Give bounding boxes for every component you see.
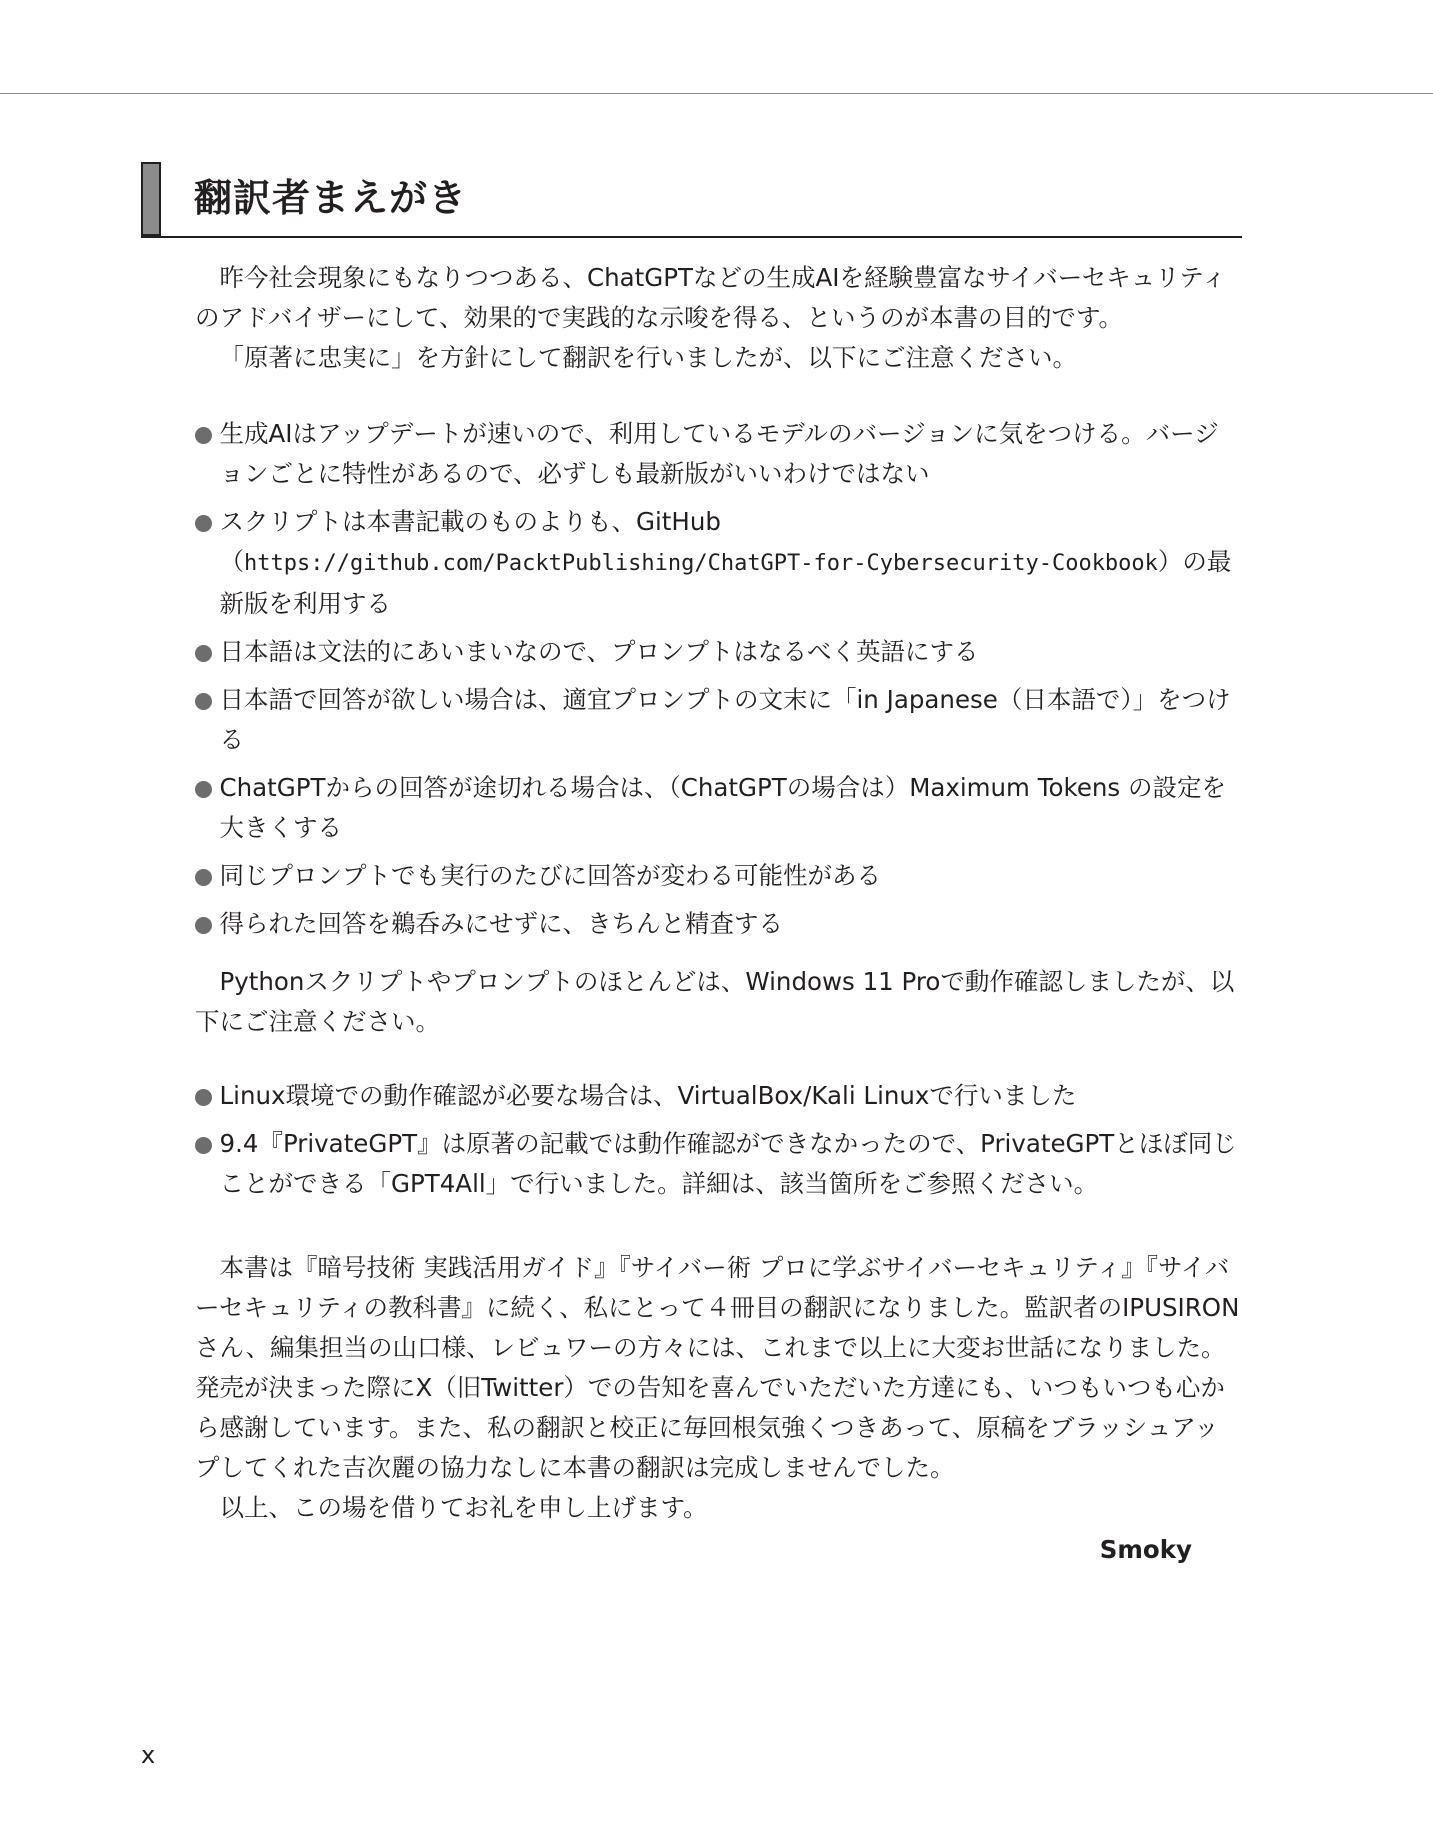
bullet-icon bbox=[195, 1089, 212, 1106]
intro-paragraph: 昨今社会現象にもなりつつある、ChatGPTなどの生成AIを経験豊富なサイバーセキュリティのアドバイザーにして、効果的で実践的な示唆を得る、というのが本書の目的です。 bbox=[195, 263, 1227, 332]
list-item-text: ChatGPTからの回答が途切れる場合は、（ChatGPTの場合は）Maximum Tokens の設定を大きくする bbox=[219, 773, 1226, 842]
list-item-text: 9.4『PrivateGPT』は原著の記載では動作確認ができなかったので、PrivateGPTとほぼ同じことができる「GPT4All」で行いました。詳細は、該当箇所をご参照ください。 bbox=[219, 1129, 1237, 1198]
list-item-text: 日本語は文法的にあいまいなので、プロンプトはなるべく英語にする bbox=[219, 637, 979, 666]
bullet-icon bbox=[195, 693, 212, 710]
list-item bbox=[195, 856, 1242, 896]
list-item bbox=[195, 904, 1242, 944]
list-item bbox=[195, 1124, 1242, 1204]
environment-notes-list bbox=[195, 1076, 1242, 1204]
list-item-text: 生成AIはアップデートが速いので、利用しているモデルのバージョンに気をつける。バージョンごとに特性があるので、必ずしも最新版がいいわけではない bbox=[219, 419, 1219, 488]
bullet-icon bbox=[195, 645, 212, 662]
list-item-text: スクリプトは本書記載のものよりも、GitHub（ bbox=[219, 507, 721, 576]
translation-notes-list bbox=[195, 414, 1242, 944]
closing-paragraph: 以上、この場を借りてお礼を申し上げます。 bbox=[219, 1493, 708, 1522]
list-item-text: 得られた回答を鵜呑みにせずに、きちんと精査する bbox=[219, 909, 783, 938]
bullet-icon bbox=[195, 1137, 212, 1154]
list-item-text: Linux環境での動作確認が必要な場合は、VirtualBox/Kali Linuxで行いました bbox=[219, 1081, 1077, 1110]
list-item bbox=[195, 680, 1242, 760]
heading-accent-bar bbox=[141, 162, 161, 236]
python-note-paragraph: Pythonスクリプトやプロンプトのほとんどは、Windows 11 Proで動作確認しましたが、以下にご注意ください。 bbox=[195, 967, 1235, 1036]
list-item bbox=[195, 632, 1242, 672]
bullet-icon bbox=[195, 917, 212, 934]
bullet-icon bbox=[195, 869, 212, 886]
header-rule bbox=[0, 93, 1433, 94]
acknowledgments-paragraph: 本書は『暗号技術 実践活用ガイド』『サイバー術 プロに学ぶサイバーセキュリティ』『サイバーセキュリティの教科書』に続く、私にとって４冊目の翻訳になりました。監訳者のIPUSIRONさん、編集担当の山口様、レビュワーの方々には、これまで以上に大変お世話になりました。発売が決まった際にX（旧Twitter）での告知を喜んでいただいた方達にも、いつもいつも心から感謝しています。また、私の翻訳と校正に毎回根気強くつきあって、原稿をブラッシュアップしてくれた吉次麗の協力なしに本書の翻訳は完成しませんでした。 bbox=[195, 1253, 1240, 1482]
list-item bbox=[195, 414, 1242, 494]
bullet-icon bbox=[195, 781, 212, 798]
list-item-text: 日本語で回答が欲しい場合は、適宜プロンプトの文末に「in Japanese（日本語で）」をつける bbox=[219, 685, 1231, 754]
page-number: x bbox=[141, 1741, 156, 1769]
github-url-link[interactable]: https://github.com/PacktPublishing/ChatGPT-for-Cybersecurity-Cookbook bbox=[244, 551, 1158, 576]
main-content bbox=[195, 258, 1242, 1570]
translator-signature: Smoky bbox=[1099, 1535, 1192, 1564]
list-item-text: ）の最新版を利用する bbox=[219, 547, 1232, 618]
list-item-text: 同じプロンプトでも実行のたびに回答が変わる可能性がある bbox=[219, 861, 881, 890]
page-title: 翻訳者まえがき bbox=[194, 176, 468, 220]
section-heading bbox=[141, 162, 1242, 238]
list-item bbox=[195, 502, 1242, 624]
bullet-icon bbox=[195, 515, 212, 532]
list-item bbox=[195, 1076, 1242, 1116]
intro-caution: 「原著に忠実に」を方針にして翻訳を行いましたが、以下にご注意ください。 bbox=[219, 343, 1077, 372]
list-item bbox=[195, 768, 1242, 848]
bullet-icon bbox=[195, 427, 212, 444]
